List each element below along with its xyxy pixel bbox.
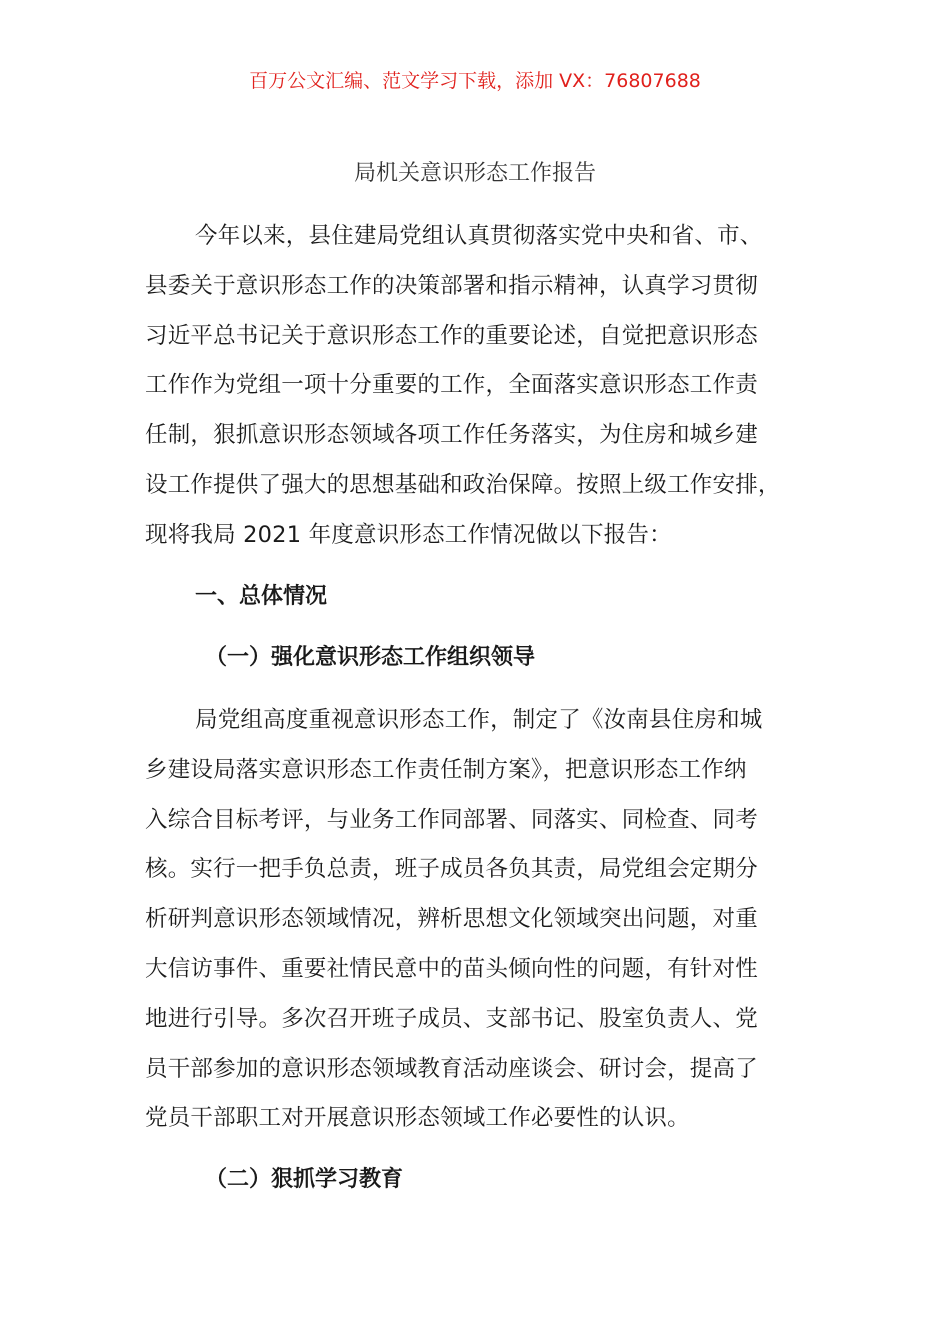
subsection-heading-leadership: （一）强化意识形态工作组织领导 — [205, 645, 536, 670]
paragraph-line: 乡建设局落实意识形态工作责任制方案》，把意识形态工作纳 — [145, 756, 747, 783]
paragraph-line: 今年以来，县住建局党组认真贯彻落实党中央和省、市、 — [195, 223, 763, 249]
intro-paragraph — [145, 212, 805, 561]
paragraph-line: 县委关于意识形态工作的决策部署和指示精神，认真学习贯彻 — [145, 272, 758, 299]
paragraph-line: 大信访事件、重要社情民意中的苗头倾向性的问题，有针对性 — [145, 955, 758, 982]
paragraph-line: 析研判意识形态领域情况，辨析思想文化领域突出问题，对重 — [145, 906, 758, 933]
paragraph-line: 设工作提供了强大的思想基础和政治保障。按照上级工作安排， — [145, 471, 781, 498]
leadership-paragraph — [145, 696, 805, 1144]
subsection-heading-study: （二）狠抓学习教育 — [205, 1167, 404, 1192]
paragraph-line: 现将我局 2021 年度意识形态工作情况做以下报告： — [145, 521, 672, 548]
paragraph-line: 党员干部职工对开展意识形态领域工作必要性的认识。 — [145, 1105, 690, 1132]
section-heading-overview: 一、总体情况 — [195, 584, 328, 609]
paragraph-line: 入综合目标考评，与业务工作同部署、同落实、同检查、同考 — [145, 806, 758, 833]
paragraph-line: 习近平总书记关于意识形态工作的重要论述，自觉把意识形态 — [145, 322, 758, 349]
paragraph-line: 工作作为党组一项十分重要的工作，全面落实意识形态工作责 — [145, 372, 758, 399]
paragraph-line: 员干部参加的意识形态领域教育活动座谈会、研讨会，提高了 — [145, 1055, 758, 1082]
paragraph-line: 地进行引导。多次召开班子成员、支部书记、股室负责人、党 — [145, 1005, 758, 1032]
paragraph-line: 局党组高度重视意识形态工作，制定了《汝南县住房和城 — [195, 707, 763, 733]
header-watermark-note: 百万公文汇编、范文学习下载，添加 VX：76807688 — [249, 70, 701, 92]
paragraph-line: 核。实行一把手负总责，班子成员各负其责，局党组会定期分 — [145, 856, 758, 883]
paragraph-line: 任制，狠抓意识形态领域各项工作任务落实，为住房和城乡建 — [145, 422, 758, 449]
document-title: 局机关意识形态工作报告 — [353, 161, 596, 186]
